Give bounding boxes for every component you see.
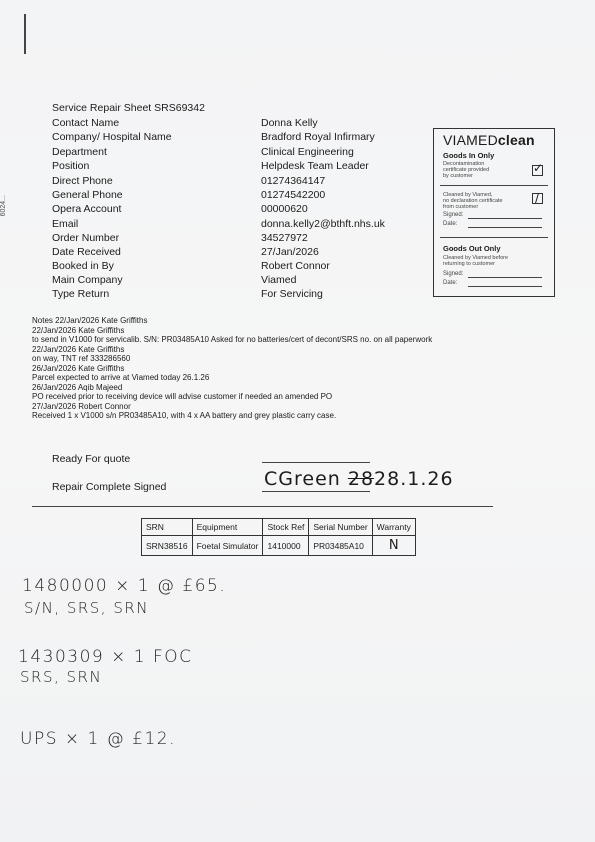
- field-label: Email: [52, 218, 79, 230]
- note-line: to send in V1000 for servicalib. S/N: PR03485A10 Asked for no batteries/cert of decont/SRS no. on all paperwork: [32, 335, 433, 344]
- sheet-title: Service Repair Sheet SRS69342: [52, 102, 205, 114]
- edge-text: 6024...: [0, 195, 7, 217]
- signed-label: Signed:: [443, 212, 464, 218]
- field-value: Robert Connor: [261, 260, 330, 272]
- field-row: [52, 175, 432, 189]
- field-label: Type Return: [52, 288, 110, 300]
- field-value: 27/Jan/2026: [261, 246, 319, 258]
- sign-line: [468, 277, 542, 278]
- field-row: [52, 131, 432, 145]
- goods-in-title: Goods In Only: [443, 151, 495, 160]
- field-row: [52, 260, 432, 274]
- srn-table: [141, 518, 416, 556]
- note-line: PO received prior to receiving device will advise customer if needed an amended PO: [32, 392, 333, 401]
- date-label: Date:: [443, 280, 458, 286]
- slash-mark: /: [535, 191, 540, 205]
- handwritten-line: S/N, SRS, SRN: [24, 599, 149, 617]
- goods-in-text: Decontamination: [443, 161, 485, 167]
- field-label: Position: [52, 160, 90, 172]
- handwritten-line: UPS × 1 @ £12.: [20, 729, 177, 749]
- field-row: [52, 117, 432, 131]
- cleaned-text: no declaration certificate: [443, 198, 503, 204]
- field-value: Helpdesk Team Leader: [261, 160, 369, 172]
- field-row: [52, 203, 432, 217]
- column-header: Serial Number: [309, 519, 372, 536]
- field-row: [52, 218, 432, 232]
- field-row: [52, 146, 432, 160]
- field-label: Company/ Hospital Name: [52, 131, 172, 143]
- note-line: Received 1 x V1000 s/n PR03485A10, with 4 x AA battery and grey plastic carry case.: [32, 411, 337, 420]
- field-value: Viamed: [261, 274, 297, 286]
- table-cell: PR03485A10: [309, 536, 372, 556]
- table-cell: 1410000: [263, 536, 309, 556]
- column-header: Stock Ref: [263, 519, 309, 536]
- field-value: 00000620: [261, 203, 308, 215]
- viamed-clean-box: [433, 128, 555, 297]
- date-line: [468, 227, 542, 228]
- column-header: SRN: [142, 519, 193, 536]
- field-row: [52, 160, 432, 174]
- field-value: Bradford Royal Infirmary: [261, 131, 375, 143]
- handwritten-line: 1430309 × 1 FOC: [18, 647, 193, 667]
- field-row: [52, 274, 432, 288]
- viamed-clean-logo: VIAMEDclean: [443, 132, 535, 148]
- note-line: Parcel expected to arrive at Viamed today 26.1.26: [32, 373, 210, 382]
- divider: [440, 237, 548, 238]
- tick-icon: ✓: [533, 161, 544, 175]
- ready-for-quote-label: Ready For quote: [52, 453, 131, 465]
- field-value: 34527972: [261, 232, 308, 244]
- notes-block: [32, 316, 432, 421]
- field-label: Contact Name: [52, 117, 120, 129]
- field-label: Order Number: [52, 232, 120, 244]
- column-header: Warranty: [372, 519, 415, 536]
- repair-complete-label: Repair Complete Signed: [52, 481, 167, 493]
- sign-line: [468, 218, 542, 219]
- date-line: [468, 286, 542, 287]
- goods-in-text: by customer: [443, 173, 473, 179]
- handwritten-signature: CGreen 2828.1.26: [264, 468, 454, 490]
- table-header-row: [142, 519, 416, 536]
- field-row: [52, 288, 432, 302]
- note-line: 22/Jan/2026 Kate Griffiths: [32, 344, 125, 354]
- cleaned-text: Cleaned by Viamed,: [443, 192, 493, 198]
- field-value: For Servicing: [261, 288, 323, 300]
- field-value: Clinical Engineering: [261, 146, 354, 158]
- note-line: 22/Jan/2026 Kate Griffiths: [32, 325, 125, 335]
- table-cell: SRN38516: [142, 536, 193, 556]
- date-label: Date:: [443, 221, 458, 227]
- warranty-cell: N: [372, 536, 415, 556]
- goods-out-title: Goods Out Only: [443, 244, 501, 253]
- field-value: 01274364147: [261, 175, 326, 187]
- field-label: Main Company: [52, 274, 123, 286]
- column-header: Equipment: [192, 519, 263, 536]
- field-label: Booked in By: [52, 260, 114, 272]
- field-value: 01274542200: [261, 189, 326, 201]
- section-divider: [32, 506, 493, 507]
- field-value: donna.kelly2@bthft.nhs.uk: [261, 218, 385, 230]
- note-line: 26/Jan/2026 Aqib Majeed: [32, 382, 123, 392]
- note-line: 27/Jan/2026 Robert Connor: [32, 401, 131, 411]
- field-row: [52, 246, 432, 260]
- cleaned-text: from customer: [443, 204, 479, 210]
- divider: [440, 185, 548, 186]
- table-row: [142, 536, 416, 556]
- note-line: on way, TNT ref 333286560: [32, 354, 131, 363]
- field-row: [52, 189, 432, 203]
- field-label: Department: [52, 146, 107, 158]
- field-row: [52, 232, 432, 246]
- handwritten-line: 1480000 × 1 @ £65.: [22, 576, 227, 596]
- field-value: Donna Kelly: [261, 117, 318, 129]
- field-label: Date Received: [52, 246, 121, 258]
- field-label: General Phone: [52, 189, 123, 201]
- signature-line: [262, 491, 370, 492]
- ready-for-quote-line: [262, 462, 370, 463]
- signed-label: Signed:: [443, 271, 464, 277]
- goods-in-text: certificate provided: [443, 167, 490, 173]
- table-cell: Foetal Simulator: [192, 536, 263, 556]
- field-label: Direct Phone: [52, 175, 113, 187]
- handwritten-line: SRS, SRN: [20, 668, 103, 686]
- goods-out-text: returning to customer: [443, 261, 495, 267]
- margin-pen-mark: [24, 14, 26, 54]
- note-line: Notes 22/Jan/2026 Kate Griffiths: [32, 316, 148, 325]
- goods-out-text: Cleaned by Viamed before: [443, 255, 509, 261]
- field-label: Opera Account: [52, 203, 122, 215]
- note-line: 26/Jan/2026 Kate Griffiths: [32, 363, 125, 373]
